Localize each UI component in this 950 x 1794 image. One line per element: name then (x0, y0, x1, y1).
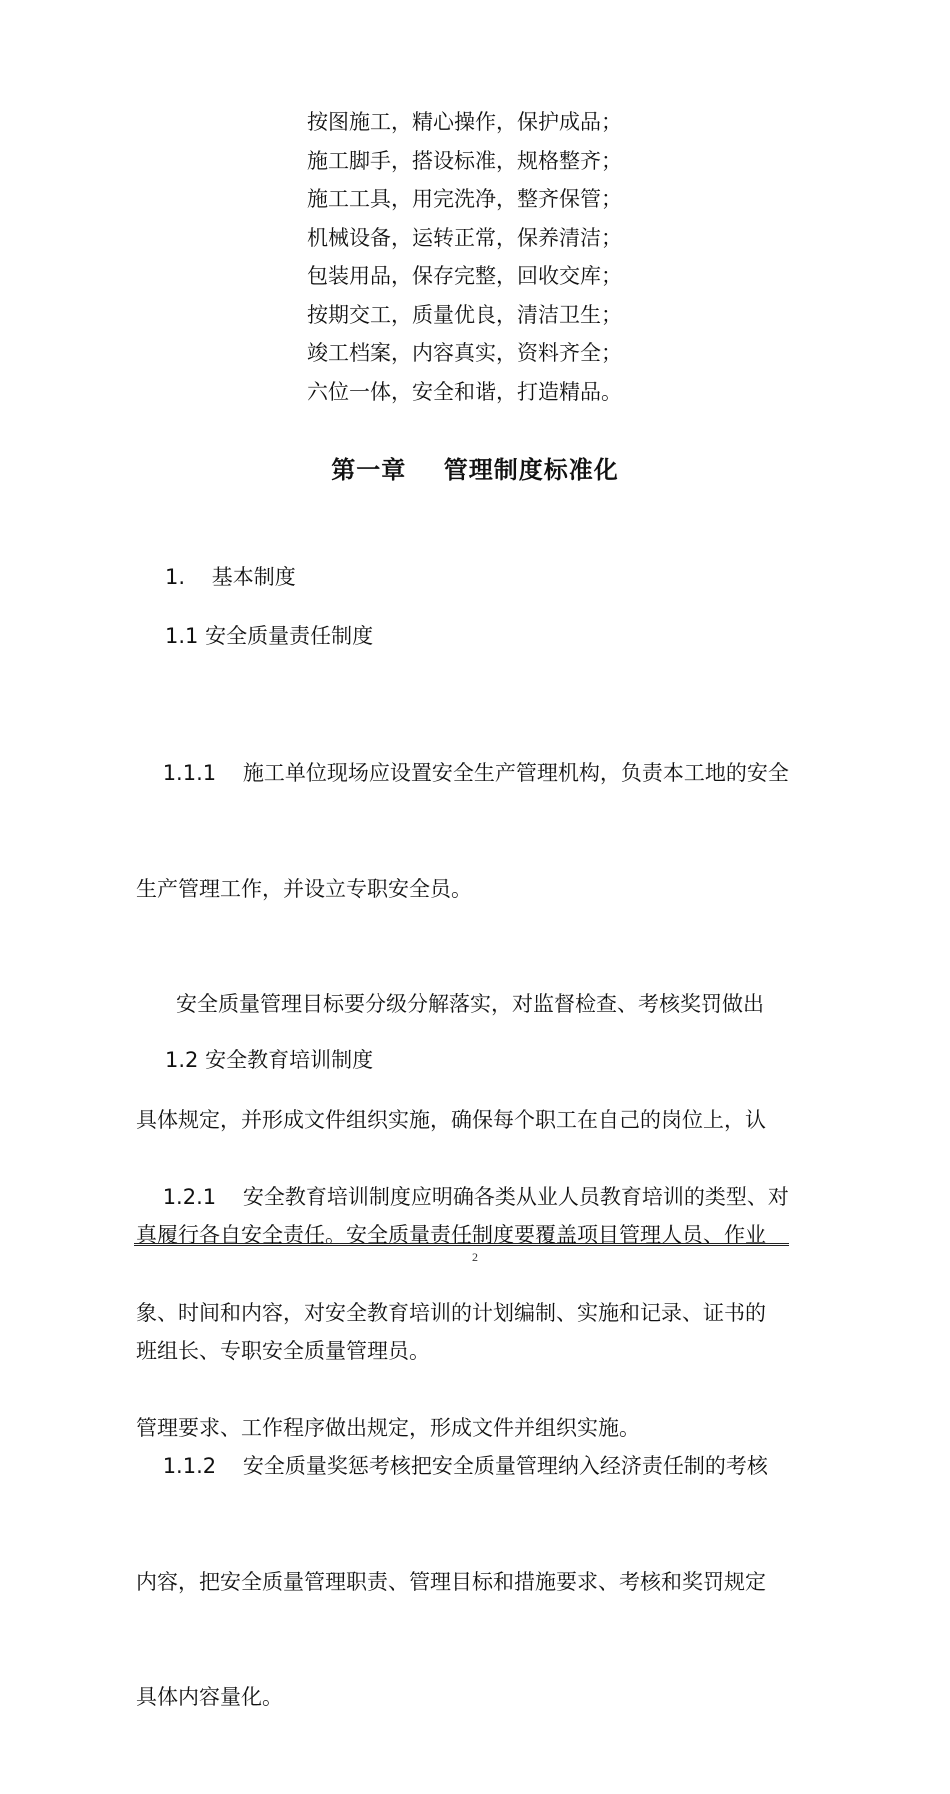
motto-block (307, 103, 727, 411)
motto-line: 机械设备，运转正常，保养清洁； (307, 225, 622, 250)
motto-line: 包装用品，保存完整，回收交库； (307, 264, 622, 288)
motto-line: 竣工档案，内容真实，资料齐全； (307, 341, 622, 365)
paragraph-line: 1.2.1 安全教育培训制度应明确各类从业人员教育培训的类型、对 (136, 1185, 789, 1209)
section-heading-basic-rules: 1. 基本制度 (165, 565, 296, 589)
motto-line: 施工工具，用完洗净，整齐保管； (307, 187, 622, 211)
paragraph-line: 象、时间和内容，对安全教育培训的计划编制、实施和记录、证书的 (136, 1300, 766, 1325)
section-heading-safety-education-training: 1.2 安全教育培训制度 (165, 1048, 374, 1072)
paragraph-line: 内容，把安全质量管理职责、管理目标和措施要求、考核和奖罚规定 (136, 1569, 766, 1594)
paragraph-line: 1.1.1 施工单位现场应设置安全生产管理机构，负责本工地的安全 (136, 761, 789, 785)
footer-rule (134, 1243, 789, 1246)
motto-line: 按期交工，质量优良，清洁卫生； (307, 302, 622, 327)
section-heading-safety-quality-responsibility: 1.1 安全质量责任制度 (165, 624, 374, 648)
paragraph-line: 真履行各自安全责任。安全质量责任制度要覆盖项目管理人员、作业 (136, 1223, 766, 1247)
paragraph-line: 具体内容量化。 (136, 1685, 283, 1709)
paragraph-line: 1.1.2 安全质量奖惩考核把安全质量管理纳入经济责任制的考核 (136, 1454, 768, 1478)
page-number: 2 (472, 1250, 478, 1264)
paragraph-line: 生产管理工作，并设立专职安全员。 (136, 876, 472, 901)
motto-line: 施工脚手，搭设标准，规格整齐； (307, 148, 622, 173)
paragraph-line: 管理要求、工作程序做出规定，形成文件并组织实施。 (136, 1416, 640, 1440)
paragraph-line: 具体规定，并形成文件组织实施，确保每个职工在自己的岗位上，认 (136, 1107, 766, 1132)
paragraph-line: 安全质量管理目标要分级分解落实，对监督检查、考核奖罚做出 (136, 992, 765, 1016)
chapter-title: 第一章 管理制度标准化 (331, 456, 619, 484)
paragraph-line: 班组长、专职安全质量管理员。 (136, 1338, 430, 1363)
paragraph-1-2 (136, 1101, 816, 1525)
motto-line: 六位一体，安全和谐，打造精品。 (307, 379, 622, 404)
motto-line: 按图施工，精心操作，保护成品； (307, 110, 622, 134)
